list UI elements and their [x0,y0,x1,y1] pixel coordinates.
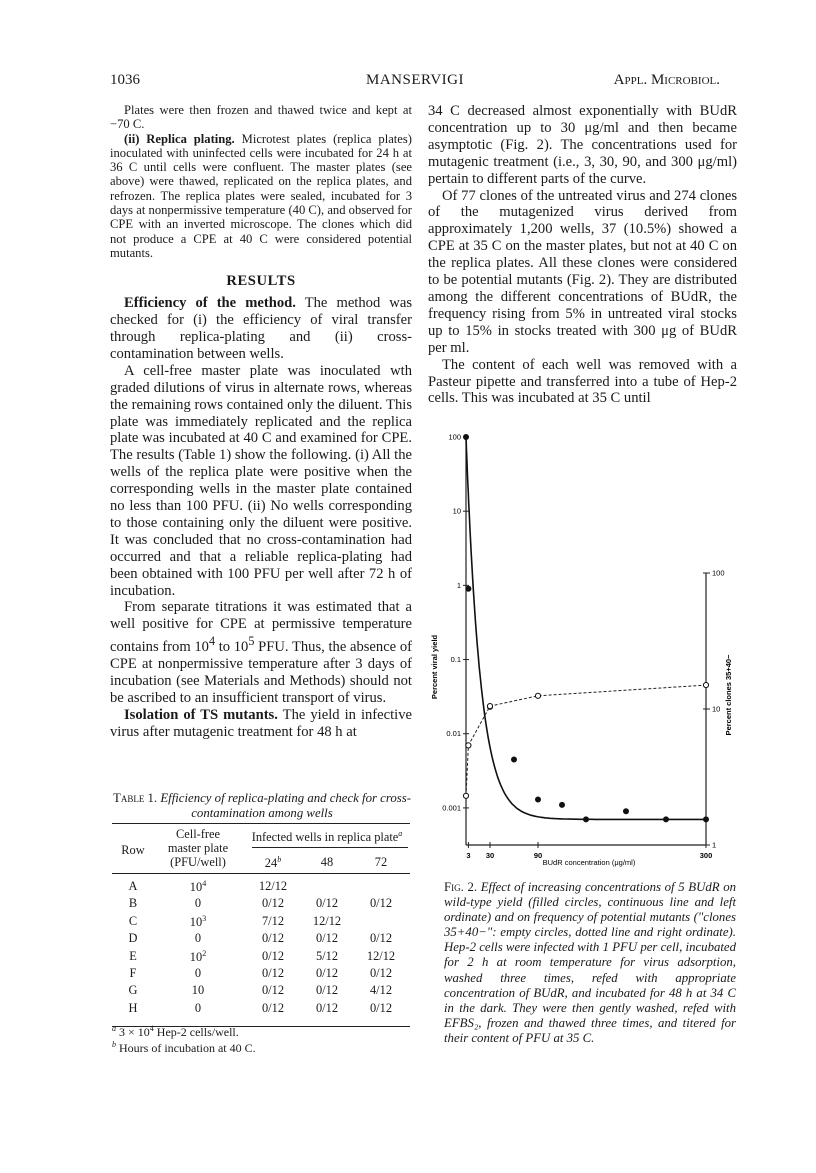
table-cell-row: E [129,948,137,963]
table-cell-h48: 5/12 [315,948,339,963]
superscript: 4 [208,634,216,649]
table-header-infected [244,829,410,845]
x-tick-label: 300 [699,851,713,860]
paragraph [110,132,412,261]
table-cell-h24: 0/12 [261,931,285,946]
table-caption-text: Efficiency of replica-plating and check for cross-contamination among wells [157,791,411,820]
footnote-text: Hep-2 cells/well. [153,1025,239,1039]
point-viral-yield [663,816,669,822]
point-viral-yield [463,434,469,440]
point-clones [535,693,540,698]
chart-axes [442,433,724,861]
table-cell-h72: 0/12 [369,966,393,980]
paragraph [110,295,412,363]
y-right-tick-label: 10 [712,704,721,714]
point-viral-yield [559,802,565,808]
page-number: 1036 [110,72,140,88]
header-line: master plate [167,841,229,855]
table-cell-row: G [128,983,138,998]
table-cell-h48: 0/12 [315,896,339,911]
table-cell-h72: 12/12 [366,948,396,963]
table-cell-h72: 0/12 [369,1000,393,1015]
table-cell-h48: 0/12 [315,966,339,980]
y-left-tick-label: 1 [456,580,461,590]
results-heading: RESULTS [226,273,296,290]
table-cell-row: B [128,896,138,911]
superscript: 4 [202,879,207,888]
paragraph-head: Isolation of TS mutants. [124,706,278,723]
table-cell-h24: 0/12 [261,896,285,911]
table-cell-h48: 0/12 [315,1000,339,1015]
paragraph-head: Efficiency of the method. [124,295,296,312]
table-cell-h24: 0/12 [261,948,285,963]
y-right-tick-label: 1 [712,840,717,850]
table-cell-h24: 12/12 [258,879,288,893]
table-cell-h72: 0/12 [369,931,393,946]
header-line: Cell-free [175,827,221,841]
footnote-text: 3 × 10 [116,1025,150,1039]
footnote-mark: b [277,855,282,864]
header-line: (PFU/well) [170,855,226,869]
point-clones [466,743,471,748]
paragraph-head: (ii) Replica plating. [124,131,235,146]
table-cell-pfu: 10 [191,983,205,998]
table-label: Table 1. [113,791,158,805]
point-viral-yield [465,586,471,592]
header-text: Infected wells in replica plate [251,830,399,845]
y-left-tick-label: 0.1 [450,655,461,665]
y-left-tick-label: 0.001 [442,803,461,813]
right-column [428,103,737,407]
table-cell-h24: 0/12 [261,1000,285,1015]
paragraph: Of 77 clones of the untreated virus and 274 clones of the mutagenized virus derived from approximately 1,200 wells, 37 (10.5%) showed a CPE at 35 C on the master plates, but not at 40 C on the replica plates. All these clones were considered to be potential mutants (Fig. 2). They are distributed among the different concentrations of BUdR, the frequency rising from 5% in untreated viral stocks up to 15% in stocks treated with 300 μg of BUdR per ml. [428,187,737,356]
y-right-tick-label: 100 [712,568,725,578]
y-left-tick-label: 0.01 [446,729,461,739]
table-cell-h48: 0/12 [315,931,339,946]
table-header-hour: 72 [374,855,388,869]
superscript: 3 [202,913,207,923]
paragraph: Plates were then frozen and thawed twice and kept at −70 C. [110,103,412,132]
paragraph: A cell-free master plate was inoculated wth graded dilutions of virus in alternate rows, whereas the remaining rows contained only the diluent. This plate was immediately replicated and the replica plate was incubated at 40 C and examined for CPE. The results (Table 1) show the following. (i) All the wells of the replica plate were positive when the corresponding wells in the master plate contained no less than 100 PFU. (ii) No wells corresponding to those containing only the diluent were positive. It was concluded that no cross-contamination had occurred and that a reliable replica-plating had been obtained with 100 PFU per well after 72 h of incubation. [110,362,412,599]
paragraph: The content of each well was removed with a Pasteur pipette and transferred into a tube of Hep-2 cells. This was incubated at 35 C until [428,356,737,407]
figure-label: Fig. 2. [444,880,478,894]
paragraph [110,599,412,706]
y-axis-right-label: Percent clones 35+40− [724,654,733,736]
figure-caption [444,880,736,1046]
table-cell-row: C [128,913,138,928]
table-cell-pfu: $10^3$ [189,913,207,929]
table-cell-row: A [128,879,138,893]
point-viral-yield [511,756,517,762]
table-cell-h72: 0/12 [369,896,393,911]
x-tick-label: 30 [485,851,495,860]
paragraph-body: The method was checked for (i) the efficiency of viral transfer through replica-plating and (ii) cross-contamination between wells. [110,295,413,362]
table-cell-h24: 0/12 [261,983,285,998]
table-cell-pfu: 0 [194,1000,202,1015]
table [112,823,410,1031]
point-clones [463,793,468,798]
paragraph [110,707,412,741]
table-footnote [112,1038,256,1055]
table-caption [112,791,412,821]
footnote-mark: a [398,829,403,838]
point-viral-yield [623,808,629,814]
table-cell-pfu: 0 [194,931,202,946]
figure-caption-text: Effect of increasing concentrations of 5 BUdR on wild-type yield (filled circles, continuous line and left ordinate) and on frequency of potential mutants ("clones 35+40−": empty circles, dotted line and right ordinate). Hep-2 cells were infected with 1 PFU per cell, incubated for 2 h at room temperature for virus adsorption, washed three times, refed with appropriate concentration of BUdR, and incubated for 48 h at 34 C in the dark. They were then gently washed, refed with EFBS₂, frozen and thawed three times, and titered for their content of PFU at 35 C. [444,880,736,1045]
series-line-viral-yield [466,437,706,819]
superscript: 2 [202,948,207,958]
table-cell-h24: 7/12 [261,913,285,928]
table-header-master [156,827,240,869]
superscript: 5 [248,634,255,649]
footnote-mark: a [112,1024,116,1033]
table-cell-h24: 0/12 [261,966,285,980]
table-cell-pfu: 0 [194,896,202,911]
point-clones [703,682,708,687]
table-cell-h72: 4/12 [369,983,393,998]
page-header [110,72,720,92]
point-viral-yield [583,816,589,822]
table-cell-pfu: 0 [194,966,202,980]
point-viral-yield [703,816,709,822]
table-cell-pfu: $10^4$ [189,879,207,895]
table-rule [112,873,410,874]
table-footnote [112,1022,239,1039]
text: PFU. Thus, the absence of CPE at nonpermissive temperature after 3 days of incubation (see Materials and Methods) should not be ascribed to an insufficient transport of virus. [110,639,412,706]
series-line-clones [466,685,706,796]
paragraph-body: Microtest plates (replica plates) inoculated with uninfected cells were incubated for 24 h at 36 C until cells were confluent. The master plates (see above) were thawed, replicated on the replica plates, and refrozen. The replica plates were sealed, incubated for 3 days at nonpermissive temperature (40 C), and observed for CPE with an inverted microscope. The clones which did not produce a CPE at 40 C were considered potential mutants. [110,131,412,260]
point-viral-yield [535,796,541,802]
footnote-mark: b [112,1040,116,1049]
left-column [110,103,412,741]
table-cell-h48: 0/12 [315,983,339,998]
text: to 10 [215,639,249,656]
text: From separate titrations it was estimated that a well positive for CPE at permissive temperature contains from 10 [110,599,412,656]
chart-marks [463,434,709,822]
paragraph: 34 C decreased almost exponentially with BUdR concentration up to 30 μg/ml and then became asymptotic (Fig. 2). The concentrations used for mutagenic treatment (i.e., 3, 30, 90, and 300 μg/ml) pertain to different parts of the curve. [428,103,737,187]
table-rule [112,823,410,824]
x-tick-label: 3 [466,851,471,860]
figure-2-chart [420,425,740,870]
table-subrule [252,847,408,848]
table-cell-row: D [128,931,138,946]
point-clones [487,704,492,709]
paragraph-body: The yield in infective virus after mutagenic treatment for 48 h at [110,706,412,740]
y-left-tick-label: 10 [452,506,461,516]
table-header-hour [246,855,300,871]
x-tick-label: 90 [533,851,543,860]
running-author: MANSERVIGI [366,72,464,88]
hour-label: 24 [264,856,278,871]
footnote-text: Hours of incubation at 40 C. [116,1041,256,1055]
table-cell-row: F [129,966,137,980]
y-left-tick-label: 100 [448,432,461,442]
y-axis-left-label: Percent viral yield [430,634,439,700]
x-axis-label: BUdR concentration (μg/ml) [542,858,636,867]
table-cell-pfu: $10^2$ [189,948,207,964]
journal-name: Appl. Microbiol. [613,72,720,88]
superscript: 4 [149,1024,154,1033]
table-cell-row: H [128,1000,138,1015]
table-cell-h48: 12/12 [312,913,342,928]
table-header-row: Row [121,843,145,857]
table-header-hour: 48 [320,855,334,869]
